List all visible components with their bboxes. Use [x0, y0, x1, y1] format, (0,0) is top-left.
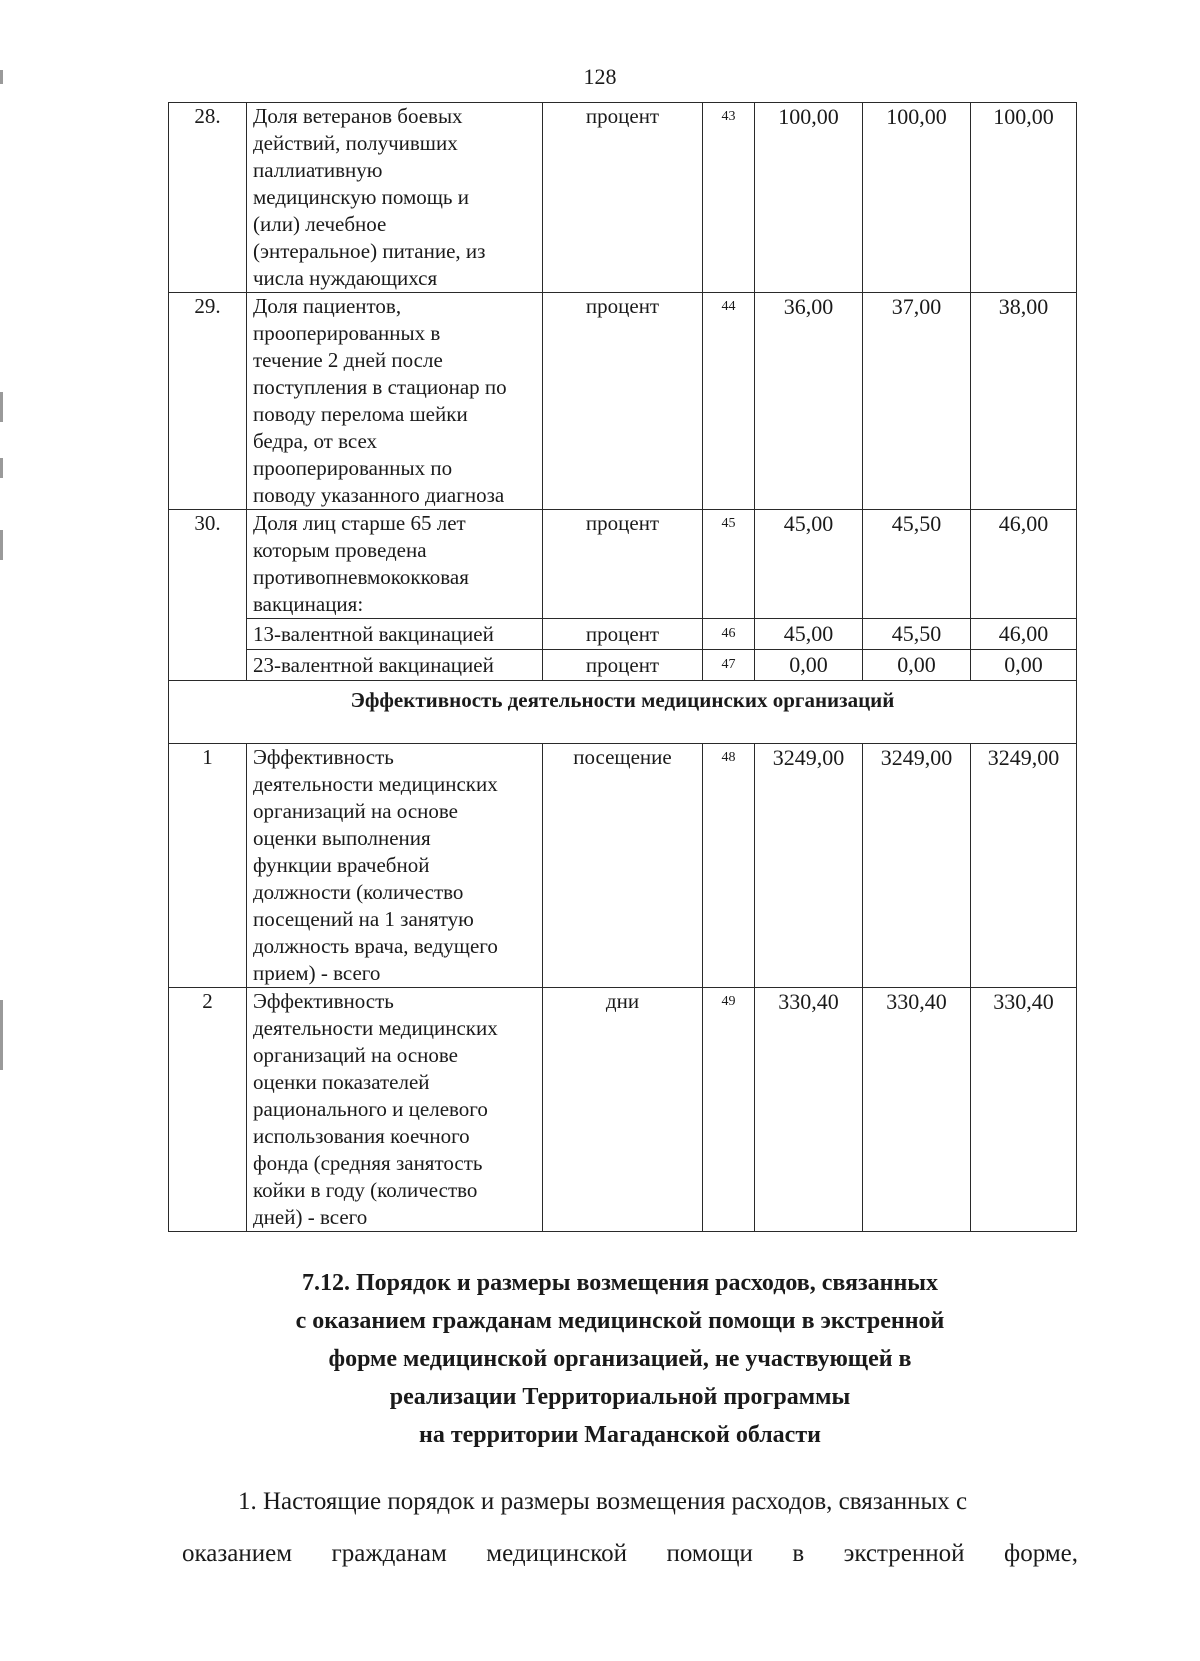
- section-heading: [160, 1264, 1080, 1454]
- row-description: Доля пациентов, прооперированных в течение 2 дней после поступления в стационар по поводу перелома шейки бедра, от всех прооперированных по поводу указанного диагноза: [247, 293, 543, 510]
- indicators-table: [168, 102, 1077, 1232]
- scan-artifact: [0, 530, 3, 560]
- row-value-3: 100,00: [971, 103, 1077, 293]
- subrow-value-3: 0,00: [971, 650, 1077, 681]
- row-code: 45: [703, 510, 755, 619]
- row-code: 49: [703, 988, 755, 1232]
- section-title: Эффективность деятельности медицинских организаций: [169, 681, 1077, 744]
- row-unit: процент: [543, 293, 703, 510]
- heading-line: 7.12. Порядок и размеры возмещения расходов, связанных: [301, 1270, 939, 1296]
- row-value-2: 330,40: [863, 988, 971, 1232]
- row-description: Доля ветеранов боевых действий, получивших паллиативную медицинскую помощь и (или) лечебное (энтеральное) питание, из числа нуждающихся: [247, 103, 543, 293]
- table-row: [169, 988, 1077, 1232]
- table-row: [169, 293, 1077, 510]
- heading-line: на территории Магаданской области: [419, 1422, 821, 1448]
- table-row: [169, 103, 1077, 293]
- subrow-value-2: 0,00: [863, 650, 971, 681]
- row-number: 2: [169, 988, 247, 1232]
- row-number: 28.: [169, 103, 247, 293]
- row-number: 30.: [169, 510, 247, 681]
- table-row: [169, 510, 1077, 619]
- row-unit: посещение: [543, 744, 703, 988]
- heading-line: реализации Территориальной программы: [389, 1384, 851, 1410]
- row-description: Эффективность деятельности медицинских организаций на основе оценки выполнения функции врачебной должности (количество посещений на 1 занятую должность врача, ведущего прием) - всего: [247, 744, 543, 988]
- row-unit: дни: [543, 988, 703, 1232]
- row-code: 44: [703, 293, 755, 510]
- row-unit: процент: [543, 103, 703, 293]
- page-number: 128: [583, 64, 617, 89]
- subrow-unit: процент: [543, 619, 703, 650]
- row-value-3: 46,00: [971, 510, 1077, 619]
- row-value-1: 330,40: [755, 988, 863, 1232]
- row-value-1: 45,00: [755, 510, 863, 619]
- row-value-1: 100,00: [755, 103, 863, 293]
- row-value-2: 37,00: [863, 293, 971, 510]
- subrow-unit: процент: [543, 650, 703, 681]
- subrow-code: 46: [703, 619, 755, 650]
- table-subrow: [169, 650, 1077, 681]
- row-description: Эффективность деятельности медицинских организаций на основе оценки показателей рационального и целевого использования коечного фонда (средняя занятость койки в году (количество дней) - всего: [247, 988, 543, 1232]
- paragraph-line: оказанием гражданам медицинской помощи в экстренной форме,: [182, 1540, 1078, 1567]
- row-number: 1: [169, 744, 247, 988]
- row-value-3: 330,40: [971, 988, 1077, 1232]
- subrow-value-1: 45,00: [755, 619, 863, 650]
- subrow-value-2: 45,50: [863, 619, 971, 650]
- row-value-3: 3249,00: [971, 744, 1077, 988]
- heading-line: с оказанием гражданам медицинской помощи в экстренной: [295, 1308, 945, 1334]
- subrow-value-3: 46,00: [971, 619, 1077, 650]
- row-description: Доля лиц старше 65 лет которым проведена противопневмококковая вакцинация:: [247, 510, 543, 619]
- row-value-3: 38,00: [971, 293, 1077, 510]
- row-value-2: 100,00: [863, 103, 971, 293]
- row-unit: процент: [543, 510, 703, 619]
- section-header-row: [169, 681, 1077, 744]
- scan-artifact: [0, 1000, 3, 1070]
- row-code: 48: [703, 744, 755, 988]
- row-value-2: 45,50: [863, 510, 971, 619]
- heading-line: форме медицинской организацией, не участвующей в: [328, 1346, 912, 1372]
- paragraph-line: 1. Настоящие порядок и размеры возмещения расходов, связанных с: [238, 1488, 968, 1515]
- table-subrow: [169, 619, 1077, 650]
- table-row: [169, 744, 1077, 988]
- row-number: 29.: [169, 293, 247, 510]
- row-value-2: 3249,00: [863, 744, 971, 988]
- row-value-1: 3249,00: [755, 744, 863, 988]
- subrow-value-1: 0,00: [755, 650, 863, 681]
- subrow-description: 23-валентной вакцинацией: [247, 650, 543, 681]
- body-paragraph: [182, 1476, 1078, 1580]
- row-code: 43: [703, 103, 755, 293]
- row-value-1: 36,00: [755, 293, 863, 510]
- subrow-code: 47: [703, 650, 755, 681]
- scan-artifact: [0, 392, 3, 422]
- scan-artifact: [0, 458, 3, 478]
- subrow-description: 13-валентной вакцинацией: [247, 619, 543, 650]
